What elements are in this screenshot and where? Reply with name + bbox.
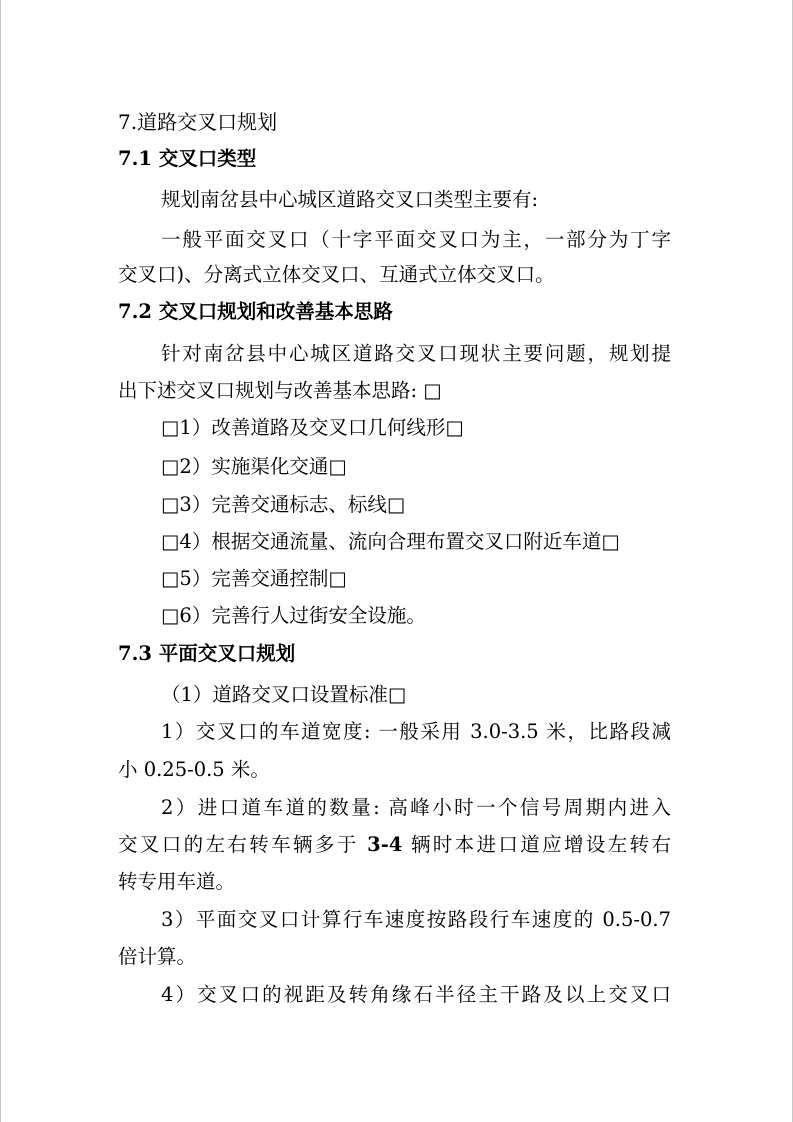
list-item: □2）实施渠化交通□ <box>161 455 347 478</box>
paragraph: 4）交叉口的视距及转角缘石半径主干路及以上交叉口 <box>161 983 671 1006</box>
paragraph: 交叉口)、分离式立体交叉口、互通式立体交叉口。 <box>118 263 555 286</box>
list-item: □1）改善道路及交叉口几何线形□ <box>161 416 464 439</box>
section-7-2-heading: 7.2 交叉口规划和改善基本思路 <box>118 300 393 323</box>
list-item: □4）根据交通流量、流向合理布置交叉口附近车道□ <box>161 530 620 553</box>
section-7-1-heading: 7.1 交叉口类型 <box>118 147 257 170</box>
paragraph: 倍计算。 <box>118 945 197 968</box>
paragraph: 出下述交叉口规划与改善基本思路: □ <box>118 379 442 402</box>
list-item: □5）完善交通控制□ <box>161 567 347 590</box>
paragraph: 2）进口道车道的数量: 高峰小时一个信号周期内进入 <box>161 796 671 819</box>
paragraph: 交叉口的左右转车辆多于 3-4 辆时本进口道应增设左转右 <box>118 833 672 856</box>
paragraph: 小 0.25-0.5 米。 <box>118 758 270 781</box>
page-edge-left <box>0 0 1 1122</box>
paragraph: 1）交叉口的车道宽度: 一般采用 3.0-3.5 米，比路段减 <box>161 720 671 743</box>
list-item: □6）完善行人过街安全设施。 <box>161 604 426 627</box>
document-title: 7.道路交叉口规划 <box>118 110 278 134</box>
list-item: □3）完善交通标志、标线□ <box>161 493 406 516</box>
paragraph: 一般平面交叉口（十字平面交叉口为主，一部分为丁字 <box>161 228 671 251</box>
paragraph: 转专用车道。 <box>118 870 236 893</box>
section-7-3-heading: 7.3 平面交叉口规划 <box>118 642 296 665</box>
paragraph: 3）平面交叉口计算行车速度按路段行车速度的 0.5-0.7 <box>161 908 671 931</box>
subheading: （1）道路交叉口设置标准□ <box>161 683 407 706</box>
paragraph: 针对南岔县中心城区道路交叉口现状主要问题，规划提 <box>161 342 671 365</box>
paragraph: 规划南岔县中心城区道路交叉口类型主要有: <box>161 188 539 211</box>
